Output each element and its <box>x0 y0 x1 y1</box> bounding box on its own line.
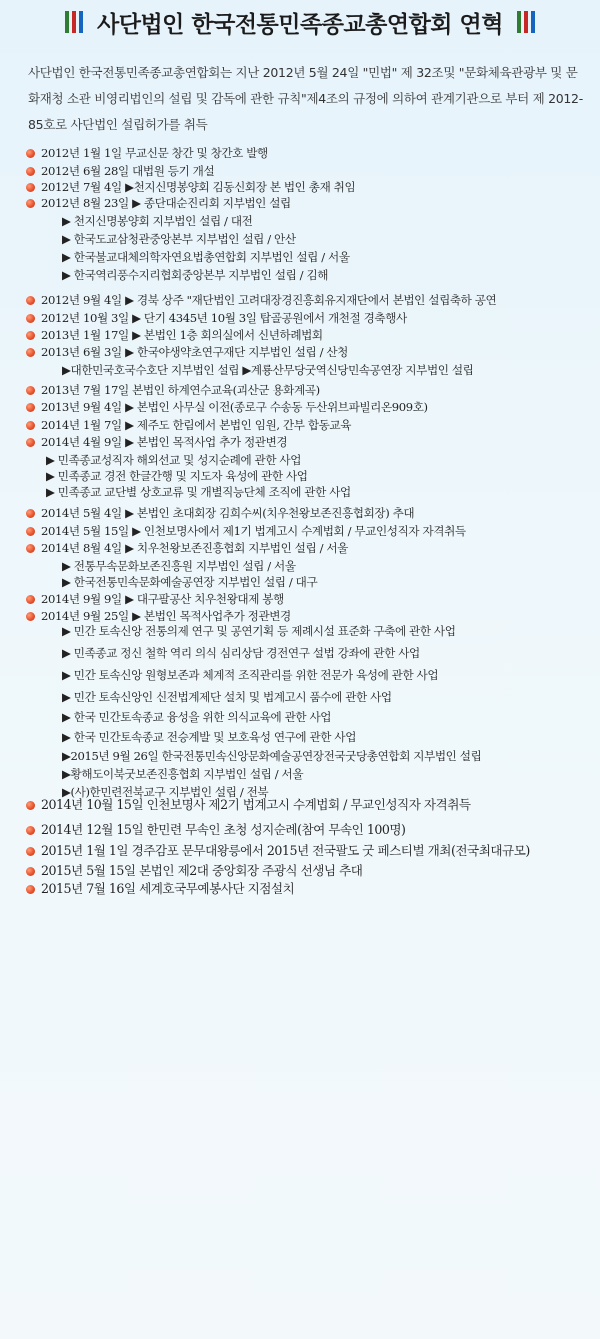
history-subitem: ▶ 한국 민간토속종교 전승계발 및 보호육성 연구에 관한 사업 <box>62 730 356 744</box>
history-item-text: 2014년 4월 9일 ▶ 본법인 목적사업 추가 정관변경 <box>41 435 288 449</box>
history-item <box>26 822 405 838</box>
history-subitem: ▶ 한국불교대체의학자연요법총연합회 지부법인 설립 / 서울 <box>62 250 350 264</box>
history-subitem: ▶ 민간 토속신앙인 신전법계제단 설치 및 법계고시 품수에 관한 사업 <box>62 690 392 704</box>
history-subitem: ▶대한민국호국수호단 지부법인 설립 ▶계룡산무당굿역신당민속공연장 지부법인 설립 <box>62 363 474 377</box>
bullet-icon <box>26 183 35 192</box>
bullet-icon <box>26 801 35 810</box>
history-item <box>26 881 294 897</box>
history-item-text: 2015년 5월 15일 본법인 제2대 중앙회장 주광식 선생님 추대 <box>41 863 363 878</box>
history-item <box>26 434 287 450</box>
bullet-icon <box>26 595 35 604</box>
bullet-icon <box>26 403 35 412</box>
bullet-icon <box>26 885 35 894</box>
history-item-text: 2013년 7월 17일 본법인 하계연수교육(괴산군 용화계곡) <box>41 383 320 397</box>
history-item-text: 2014년 12월 15일 한민련 무속인 초청 성지순례(참여 무속인 100명) <box>41 822 406 837</box>
history-item <box>26 163 214 179</box>
history-item-text: 2012년 1월 1일 무교신문 창간 및 창간호 발행 <box>41 146 268 160</box>
history-item <box>26 797 471 813</box>
history-item <box>26 179 355 195</box>
history-item <box>26 344 348 360</box>
history-subitem: ▶ 민족종교 정신 철학 역리 의식 심리상담 경전연구 설법 강좌에 관한 사업 <box>62 646 420 660</box>
history-subitem: ▶ 전통무속문화보존진흥원 지부법인 설립 / 서울 <box>62 559 296 573</box>
history-item-text: 2014년 8월 4일 ▶ 치우천왕보존진흥협회 지부법인 설립 / 서울 <box>41 541 348 555</box>
history-item-text: 2014년 9월 25일 ▶ 본법인 목적사업추가 정관변경 <box>41 609 291 623</box>
history-subitem: ▶ 한국역리풍수지리협회중앙본부 지부법인 설립 / 김해 <box>62 268 329 282</box>
bullet-icon <box>26 331 35 340</box>
bullet-icon <box>26 826 35 835</box>
history-item-text: 2013년 1월 17일 ▶ 본법인 1층 회의실에서 신년하례법회 <box>41 328 323 342</box>
bullet-icon <box>26 421 35 430</box>
history-subitem: ▶ 민족종교성직자 해외선교 및 성지순례에 관한 사업 <box>46 453 302 467</box>
history-subitem: ▶ 민족종교 경전 한글간행 및 지도자 육성에 관한 사업 <box>46 469 308 483</box>
bullet-icon <box>26 314 35 323</box>
bullet-icon <box>26 348 35 357</box>
intro-paragraph: 사단법인 한국전통민족종교총연합회는 지난 2012년 5월 24일 "민법" 제 32조및 "문화체육관광부 및 문화재청 소관 비영리법인의 설립 및 감독에 관한 규칙"제4조의 규정에 의하여 관계기관으로 부터 제 2012-85호로 사단법인 설립허가를 취득 <box>28 65 583 132</box>
history-subitem: ▶ 한국도교삼청관중앙본부 지부법인 설립 / 안산 <box>62 232 296 246</box>
history-subitem: ▶2015년 9월 26일 한국전통민속신앙문화예술공연장전국굿당총연합회 지부법인 설립 <box>62 749 482 763</box>
history-item <box>26 417 351 433</box>
history-subitem: ▶ 한국전통민속문화예술공연장 지부법인 설립 / 대구 <box>62 575 318 589</box>
history-item-text: 2012년 8월 23일 ▶ 종단대순진리회 지부법인 설립 <box>41 196 291 210</box>
history-subitem: ▶ 한국 민간토속종교 융성을 위한 의식교육에 관한 사업 <box>62 710 332 724</box>
history-item <box>26 863 362 879</box>
bullet-icon <box>26 847 35 856</box>
history-item-text: 2012년 7월 4일 ▶천지신명봉양회 김동신회장 본 법인 총재 취임 <box>41 180 356 194</box>
bullet-icon <box>26 386 35 395</box>
history-item-text: 2014년 5월 4일 ▶ 본법인 초대회장 김희수씨(치우천왕보존진흥협회장) 추대 <box>41 506 415 520</box>
history-item-text: 2014년 10월 15일 인천보명사 제2기 법계고시 수계법회 / 무교인성직자 자격취득 <box>41 797 471 812</box>
bullet-icon <box>26 527 35 536</box>
history-subitem: ▶ 천지신명봉양회 지부법인 설립 / 대전 <box>62 214 253 228</box>
history-item <box>26 310 407 326</box>
bullet-icon <box>26 612 35 621</box>
history-subitem: ▶황해도이북굿보존진흥협회 지부법인 설립 / 서울 <box>62 767 304 781</box>
history-item <box>26 145 268 161</box>
bullet-icon <box>26 167 35 176</box>
history-item-text: 2015년 7월 16일 세계호국무예봉사단 지점설치 <box>41 881 295 896</box>
history-item <box>26 608 291 624</box>
history-item-text: 2014년 1월 7일 ▶ 제주도 한림에서 본법인 임원, 간부 합동교육 <box>41 418 352 432</box>
history-item-text: 2012년 9월 4일 ▶ 경북 상주 "재단법인 고려대장경진흥회유지재단에서 본법인 설립축하 공연 <box>41 293 497 307</box>
history-item <box>26 195 291 211</box>
history-subitem: ▶(사)한민련전북교구 지부법인 설립 / 전북 <box>62 785 269 799</box>
history-item-text: 2012년 6월 28일 대법원 등기 개설 <box>41 164 215 178</box>
history-subitem: ▶ 민족종교 교단별 상호교류 및 개별직능단체 조직에 관한 사업 <box>46 485 351 499</box>
history-item <box>26 327 323 343</box>
page-title: 사단법인 한국전통민족종교총연합회 연혁 <box>97 11 503 38</box>
history-item <box>26 523 466 539</box>
history-item-text: 2014년 9월 9일 ▶ 대구팔공산 치우천왕대제 봉행 <box>41 592 284 606</box>
bullet-icon <box>26 149 35 158</box>
bullet-icon <box>26 544 35 553</box>
history-subitem: ▶ 민간 토속신앙 원형보존과 체계적 조직관리를 위한 전문가 육성에 관한 사업 <box>62 668 439 682</box>
history-item <box>26 399 428 415</box>
bullet-icon <box>26 438 35 447</box>
bullet-icon <box>26 509 35 518</box>
history-item-text: 2015년 1월 1일 경주감포 문무대왕릉에서 2015년 전국팔도 굿 페스티벌 개최(전국최대규모) <box>41 843 530 858</box>
history-item <box>26 382 320 398</box>
history-item-text: 2014년 5월 15일 ▶ 인천보명사에서 제1기 법계고시 수계법회 / 무교인성직자 자격취득 <box>41 524 466 538</box>
history-item-text: 2013년 6월 3일 ▶ 한국야생약초연구재단 지부법인 설립 / 산청 <box>41 345 348 359</box>
bullet-icon <box>26 199 35 208</box>
bullet-icon <box>26 867 35 876</box>
history-item-text: 2013년 9월 4일 ▶ 본법인 사무실 이전(종로구 수송동 두산위브파빌리온909호) <box>41 400 428 414</box>
history-item <box>26 591 284 607</box>
history-item <box>26 540 348 556</box>
history-item <box>26 292 496 308</box>
history-item <box>26 843 530 859</box>
history-subitem: ▶ 민간 토속신앙 전통의제 연구 및 공연기획 등 제례시설 표준화 구축에 관한 사업 <box>62 624 456 638</box>
history-item <box>26 505 414 521</box>
history-item-text: 2012년 10월 3일 ▶ 단기 4345년 10월 3일 탑골공원에서 개천절 경축행사 <box>41 311 407 325</box>
bullet-icon <box>26 296 35 305</box>
